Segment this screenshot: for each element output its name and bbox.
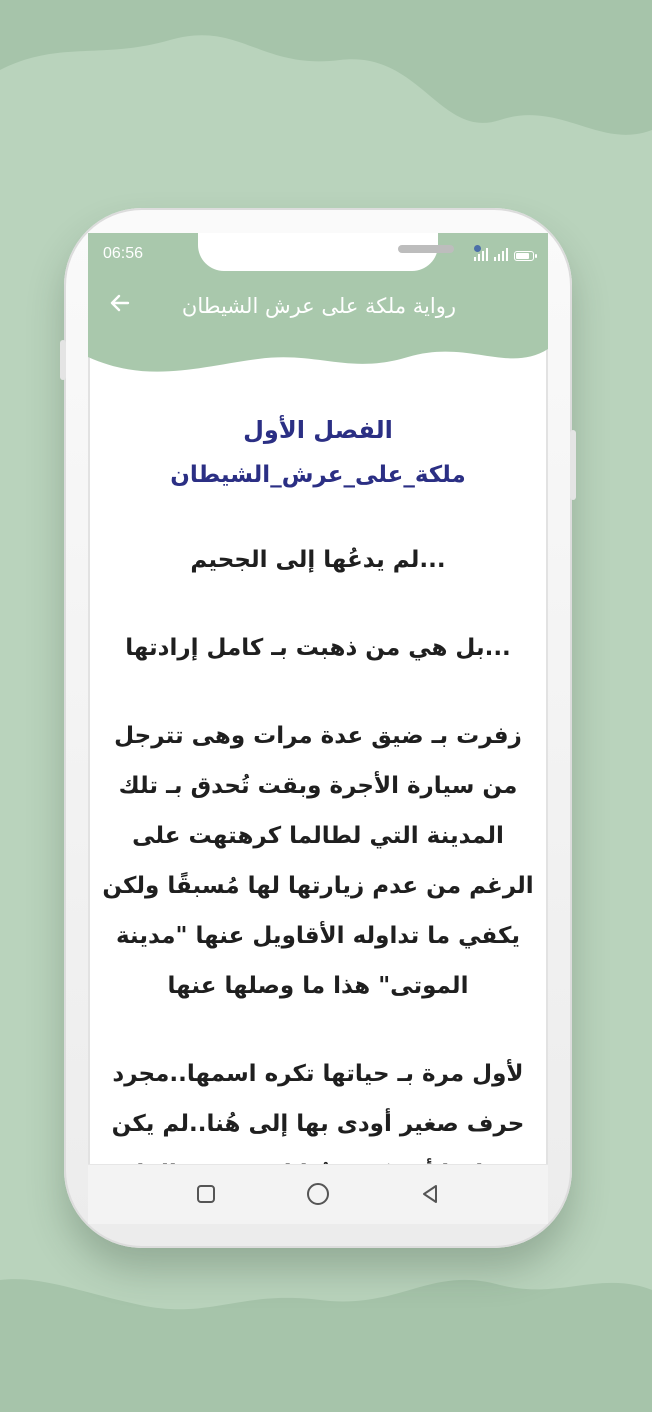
status-time: 06:56	[103, 245, 144, 262]
chapter-subtitle: ملكة_على_عرش_الشيطان	[170, 462, 466, 488]
paragraph: ...بل هي من ذهبت بـ كامل إرادتها	[125, 635, 511, 661]
arrow-left-icon	[108, 291, 132, 315]
signal-icon	[494, 248, 508, 261]
speaker-grille	[398, 245, 454, 253]
camera-notch	[198, 233, 438, 271]
circle-home-icon	[306, 1182, 330, 1206]
back-button[interactable]	[108, 291, 140, 323]
phone-volume-button	[570, 430, 576, 500]
paragraph: ...لم يدعُها إلى الجحيم	[190, 547, 446, 573]
home-button[interactable]	[303, 1179, 333, 1209]
phone-screen	[88, 233, 548, 1223]
front-camera	[474, 245, 481, 252]
recent-apps-button[interactable]	[191, 1179, 221, 1209]
app-title: رواية ملكة على عرش الشيطان	[181, 294, 456, 318]
paragraph: لأول مرة بـ حياتها تكره اسمها..مجرد حرف صغير أودى بها إلى هُنا..لم يكن	[111, 1061, 525, 1137]
app-bar	[88, 279, 548, 389]
chapter-title: الفصل الأول	[243, 416, 393, 444]
status-icons	[474, 247, 534, 261]
paragraph: زفرت بـ ضيق عدة مرات وهى تترجل من سيارة الأجرة وبقت تُحدق بـ تلك المدينة التي لطالما كرهتهت على الرغم من عدم زيارتها لها مُسبقًا ولكن يكفي ما تداوله الأقاويل عنها "مدينة الموتى" هذا ما وصلها عنها	[102, 723, 534, 999]
battery-icon	[514, 251, 534, 261]
square-recent-icon	[196, 1184, 216, 1204]
back-nav-button[interactable]	[415, 1179, 445, 1209]
triangle-back-icon	[419, 1183, 441, 1205]
navigation-bar	[88, 1164, 548, 1224]
chapter-content[interactable]	[88, 389, 548, 1164]
phone-power-button	[60, 340, 66, 380]
